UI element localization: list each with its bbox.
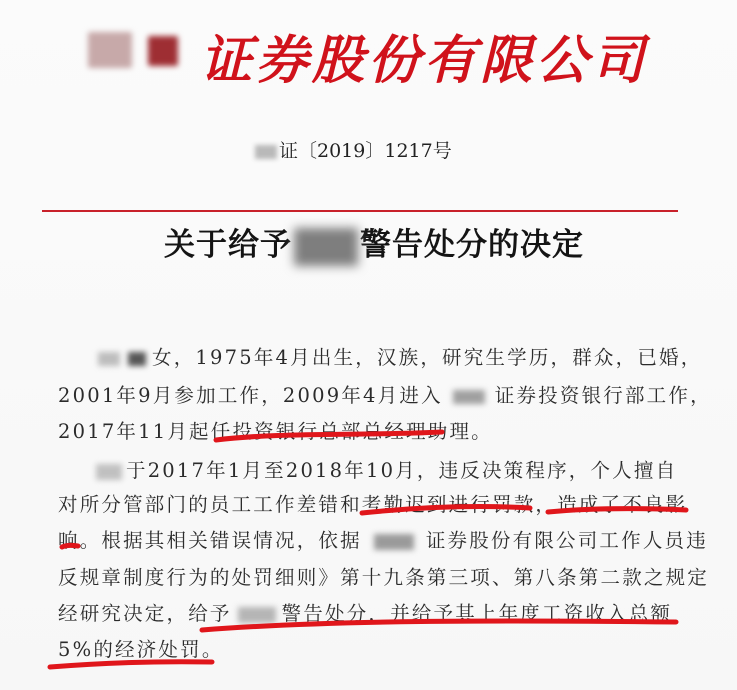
- redacted-company-inline: [453, 390, 485, 404]
- document-number: 证〔2019〕1217号: [279, 140, 452, 162]
- redacted-doc-prefix: [255, 145, 277, 159]
- document-number-row: [255, 136, 452, 163]
- body-line-2: [58, 380, 712, 408]
- redacted-name-3: [238, 607, 276, 623]
- redacted-name-2: [96, 464, 122, 480]
- body-line-7: 反规章制度行为的处罚细则》第十九条第三项、第八条第二款之规定: [58, 566, 710, 589]
- body-line-5: 对所分管部门的员工工作差错和考勤迟到进行罚款，造成了不良影: [58, 493, 688, 516]
- redacted-company-name-part-1: [88, 32, 132, 68]
- letterhead-company-name: 证券股份有限公司: [200, 30, 649, 91]
- body-text: 经研究决定，给予: [58, 602, 232, 625]
- body-line-9: 5%的经济处罚。: [58, 638, 224, 661]
- body-line-1: [98, 342, 702, 370]
- document-title: [164, 219, 584, 266]
- redacted-person-name: [294, 228, 358, 266]
- body-text: 证券股份有限公司工作人员违: [425, 529, 708, 552]
- body-text: 证券投资银行部工作，: [494, 384, 712, 407]
- body-text: 于2017年1月至2018年10月，违反决策程序，个人擅自: [126, 459, 678, 482]
- body-text: 2001年9月参加工作，2009年4月进入: [58, 384, 443, 407]
- body-text: 响。根据其相关错误情况，依据: [58, 529, 362, 552]
- red-divider-rule: [42, 210, 678, 212]
- redacted-name-1a: [98, 352, 120, 366]
- redacted-company-name-part-2: [148, 36, 178, 66]
- body-line-4: [96, 455, 677, 483]
- body-text: 警告处分，并给予其上年度工资收入总额: [281, 602, 673, 625]
- redacted-company-inline-2: [374, 534, 414, 550]
- body-line-6: [58, 525, 708, 553]
- body-text: 女，1975年4月出生，汉族，研究生学历，群众，已婚，: [152, 346, 703, 369]
- body-line-8: [58, 598, 672, 626]
- redacted-name-1b: [128, 352, 146, 366]
- body-line-3: 2017年11月起任投资银行总部总经理助理。: [58, 420, 493, 443]
- title-suffix: 警告处分的决定: [360, 227, 584, 263]
- title-prefix: 关于给予: [164, 227, 292, 263]
